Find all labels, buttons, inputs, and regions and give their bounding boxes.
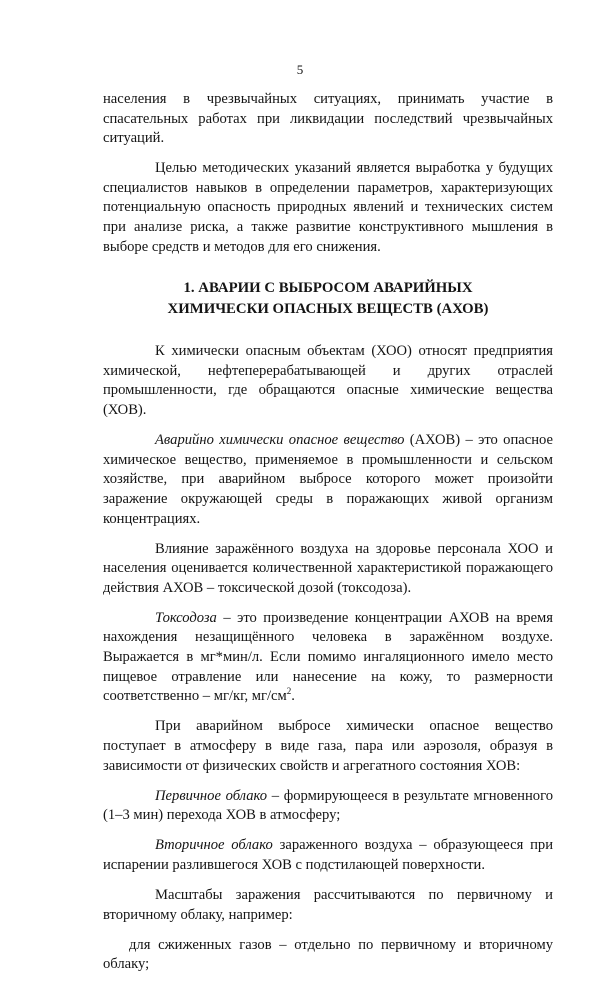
toxodose-definition-text: – это произведение концентрации АХОВ на время нахождения незащищённого человека в заражённом воздухе. Выражается в мг*мин/л. Если помимо ингаляционного имело место пищевое отравление или нанесение на кожу, то размерности соответственно – мг/кг, мг/см: [103, 609, 553, 705]
paragraph-continuation: населения в чрезвычайных ситуациях, принимать участие в спасательных работах при ликвидации последствий чрезвычайных ситуаций.: [103, 91, 553, 147]
paragraph-ahov-definition: [103, 431, 553, 529]
superscript-2: 2: [286, 686, 292, 697]
paragraph-release-forms: При аварийном выбросе химически опасное вещество поступает в атмосферу в виде газа, пара или аэрозоля, образуя в зависимости от физических свойств и агрегатного состояния ХОВ:: [103, 718, 553, 774]
page-number: 5: [296, 62, 304, 77]
paragraph-toxodose-definition: [103, 609, 553, 707]
paragraph-scale-calculation: Масштабы заражения рассчитываются по первичному и вторичному облаку, например:: [103, 887, 553, 923]
term-ahov: Аварийно химически опасное вещество: [155, 432, 405, 449]
term-primary-cloud: Первичное облако: [155, 787, 268, 804]
paragraph-secondary-cloud: [103, 836, 553, 875]
paragraph-goal: Целью методических указаний является выработка у будущих специалистов навыков в определении параметров, характеризующих потенциальную опасность природных явлений и технических систем при анализе риска, а также развитие конструктивного мышления в выборе средств и методов для его снижения.: [103, 160, 553, 255]
paragraph-hoo-definition: К химически опасным объектам (ХОО) относят предприятия химической, нефтеперерабатывающей и других отраслей промышленности, где обращаются опасные химические вещества (ХОВ).: [103, 343, 553, 419]
term-toxodose: Токсодоза: [155, 609, 217, 626]
primary-cloud-text: – формирующееся в результате мгновенного (1–3 мин) перехода ХОВ в атмосферу;: [103, 787, 553, 824]
paragraph-liquefied-gases: для сжиженных газов – отдельно по первичному и вторичному облаку;: [103, 936, 553, 973]
paragraph-primary-cloud: [103, 787, 553, 826]
paragraph-toxic-dose-impact: Влияние заражённого воздуха на здоровье персонала ХОО и населения оценивается количественной характеристикой поражающего действия АХОВ – токсической дозой (токсодоза).: [103, 540, 553, 596]
ahov-definition-text: (АХОВ) – это опасное химическое вещество, применяемое в промышленности и сельском хозяйстве, при аварийном выбросе которого может произойти заражение окружающей среды в поражающих живой организм концентрациях.: [103, 432, 553, 527]
term-secondary-cloud: Вторичное облако: [155, 837, 273, 854]
section-heading-line-1: 1. АВАРИИ С ВЫБРОСОМ АВАРИЙНЫХ: [183, 280, 473, 297]
section-heading: [103, 278, 553, 320]
secondary-cloud-text: зараженного воздуха – образующееся при испарении разлившегося ХОВ с подстилающей поверхности.: [103, 837, 554, 873]
toxodose-period: .: [291, 688, 295, 705]
document-body: [103, 90, 553, 985]
section-heading-line-2: ХИМИЧЕСКИ ОПАСНЫХ ВЕЩЕСТВ (АХОВ): [167, 301, 489, 318]
